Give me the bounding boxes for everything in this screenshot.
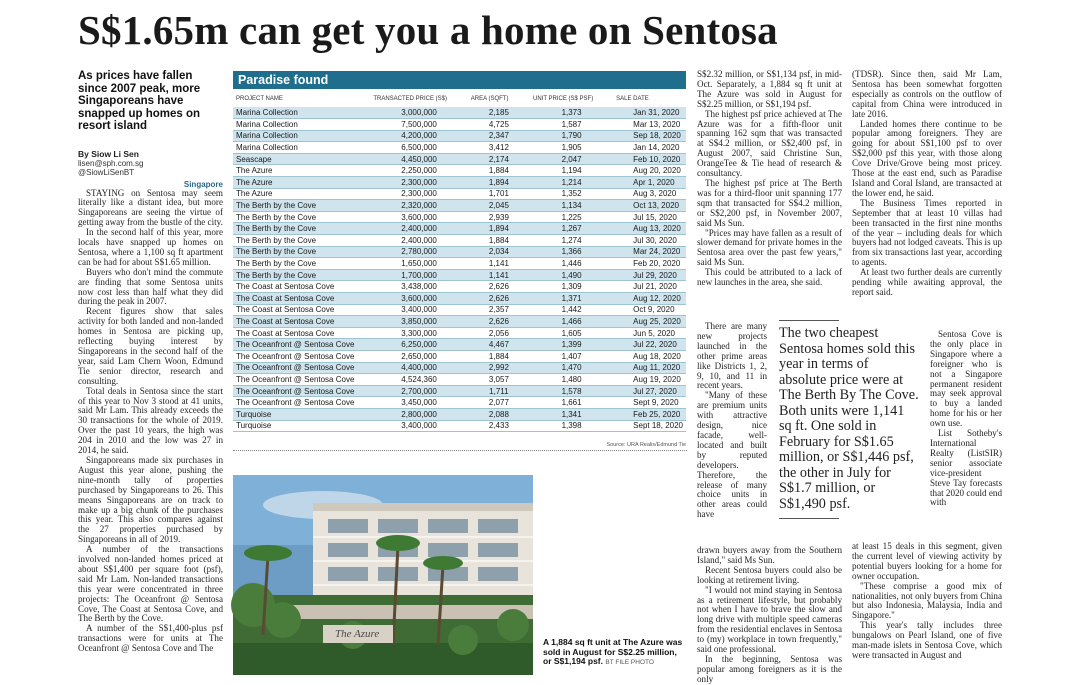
table-cell: 1,587 — [530, 119, 613, 131]
table-cell: 3,850,000 — [370, 316, 467, 328]
table-cell: 1,194 — [530, 165, 613, 177]
transactions-table — [233, 89, 686, 432]
table-cell: The Oceanfront @ Sentosa Cove — [233, 339, 370, 351]
table-row — [233, 107, 686, 119]
building-sign: The Azure — [335, 628, 380, 640]
table-row — [233, 293, 686, 305]
table-cell: 3,057 — [468, 374, 530, 386]
table-cell: 2,174 — [468, 153, 530, 165]
table-cell: Sept 18, 2020 — [613, 420, 686, 432]
table-cell: 1,605 — [530, 327, 613, 339]
table-cell: The Berth by the Cove — [233, 211, 370, 223]
table-cell: 3,450,000 — [370, 397, 467, 409]
table-cell: Feb 10, 2020 — [613, 153, 686, 165]
article-paragraph: The Business Times reported in September that at least 10 villas had been transacted in the first nine months of the year – including deals for which buyers had not lodged caveats. This is up from six transactions last year, according to agents. — [852, 197, 1002, 268]
table-cell: 4,524,360 — [370, 374, 467, 386]
table-cell: 1,141 — [468, 269, 530, 281]
table-cell: Jul 30, 2020 — [613, 235, 686, 247]
table-row — [233, 339, 686, 351]
article-paragraph: In the beginning, Sentosa was popular among foreigners as it is the only — [697, 653, 842, 684]
table-cell: 4,450,000 — [370, 153, 467, 165]
table-cell: 4,400,000 — [370, 362, 467, 374]
table-cell: The Coast at Sentosa Cove — [233, 281, 370, 293]
table-cell: 1,371 — [530, 293, 613, 305]
table-cell: The Oceanfront @ Sentosa Cove — [233, 397, 370, 409]
table-cell: Jul 21, 2020 — [613, 281, 686, 293]
table-cell: 2,939 — [468, 211, 530, 223]
table-cell: 1,141 — [468, 258, 530, 270]
header-area: AREA (SQFT) — [470, 96, 509, 102]
table-cell: The Berth by the Cove — [233, 235, 370, 247]
article-paragraph: The highest psf price achieved at The Azure was for a fifth-floor unit spanning 162 sqm that was transacted at S$4.2 million, or S$2,400 psf, in August 2007, said Christine Sun, OrangeTee & Tie head of research & consultancy. — [697, 108, 842, 179]
transactions-table-panel — [233, 71, 686, 461]
table-cell: 1,225 — [530, 211, 613, 223]
table-cell: The Coast at Sentosa Cove — [233, 304, 370, 316]
table-cell: Jul 22, 2020 — [613, 339, 686, 351]
table-cell: The Oceanfront @ Sentosa Cove — [233, 385, 370, 397]
table-row — [233, 119, 686, 131]
table-cell: 2,300,000 — [370, 188, 467, 200]
table-cell: 4,467 — [468, 339, 530, 351]
pullquote-rule-bottom — [779, 518, 839, 519]
table-cell: 3,400,000 — [370, 304, 467, 316]
table-cell: 3,600,000 — [370, 293, 467, 305]
table-cell: Sep 18, 2020 — [613, 130, 686, 142]
table-cell: Aug 18, 2020 — [613, 350, 686, 362]
table-cell: 1,398 — [530, 420, 613, 432]
article-paragraph: List Sotheby's International Realty (ListSIR) senior associate vice-president Steve Tay forecasts that 2020 could end with — [930, 428, 1002, 508]
article-paragraph: Sentosa Cove is the only place in Singapore where a foreigner who is not a Singapore permanent resident may seek approval to buy a landed home for his or her own use. — [930, 329, 1002, 429]
article-paragraph: A number of the transactions involved non-landed homes priced at about S$1,400 per square foot (psf), said Mr Lam. Non-landed transactions this year were concentrated in three projects: The Oceanfront @ Sentosa Cove, The Coast at Sentosa Cove, and The Berth by the Cove. — [78, 544, 223, 624]
table-cell: 3,412 — [468, 142, 530, 154]
column-four-bottom — [852, 542, 1002, 661]
table-cell: 1,267 — [530, 223, 613, 235]
table-cell: Jan 31, 2020 — [613, 107, 686, 119]
photo-caption — [543, 638, 687, 668]
article-paragraph: (TDSR). Since then, said Mr Lam, Sentosa has been somewhat forgotten especially as controls on the outflow of capital from China were introduced in late 2016. — [852, 69, 1002, 119]
table-cell: Aug 3, 2020 — [613, 188, 686, 200]
building-illustration — [233, 475, 533, 675]
table-row — [233, 258, 686, 270]
article-paragraph: STAYING on Sentosa may seem literally like a distant idea, but more Singaporeans are seeing the virtue of getting away from the bustle of the city. — [78, 187, 223, 228]
table-cell: Jan 14, 2020 — [613, 142, 686, 154]
article-paragraph: "Prices may have fallen as a result of slower demand for private homes in the Sentosa area over the past few years," said Ms Sun. — [697, 227, 842, 268]
table-cell: 1,711 — [468, 385, 530, 397]
table-cell: 2,077 — [468, 397, 530, 409]
table-cell: 1,134 — [530, 200, 613, 212]
table-row — [233, 223, 686, 235]
article-paragraph: The highest psf price at The Berth was for a third-floor unit spanning 177 sqm that transacted for S$4.2 million, or S$2,200 psf, in November 2007, said Ms Sun. — [697, 177, 842, 228]
article-paragraph: Recent Sentosa buyers could also be looking at retirement living. — [697, 564, 842, 585]
author-email: lisen@sph.com.sg — [78, 158, 144, 168]
header-price: TRANSACTED PRICE (S$) — [373, 96, 448, 102]
section-divider — [233, 450, 687, 451]
table-cell: 1,884 — [468, 350, 530, 362]
table-row — [233, 235, 686, 247]
table-cell: 2,056 — [468, 327, 530, 339]
table-header-row — [233, 89, 686, 107]
table-cell: Oct 9, 2020 — [613, 304, 686, 316]
table-cell: 1,884 — [468, 165, 530, 177]
table-cell: 2,347 — [468, 130, 530, 142]
table-row — [233, 385, 686, 397]
table-cell: 1,894 — [468, 177, 530, 189]
table-cell: 2,650,000 — [370, 350, 467, 362]
article-paragraph: Total deals in Sentosa since the start of this year to Nov 3 stood at 41 units, said Mr Lam. This already exceeds the 30 transactions for the whole of 2019. Over the past 10 years, the high was 204 in 2010 and the low was 27 in 2014, he said. — [78, 385, 223, 456]
table-cell: 3,300,000 — [370, 327, 467, 339]
table-cell: 2,800,000 — [370, 408, 467, 420]
table-cell: 1,700,000 — [370, 269, 467, 281]
table-cell: Marina Collection — [233, 130, 370, 142]
table-row — [233, 316, 686, 328]
table-cell: Seascape — [233, 153, 370, 165]
table-row — [233, 420, 686, 432]
table-cell: The Coast at Sentosa Cove — [233, 293, 370, 305]
table-cell: 2,357 — [468, 304, 530, 316]
table-cell: The Oceanfront @ Sentosa Cove — [233, 350, 370, 362]
table-cell: 1,352 — [530, 188, 613, 200]
table-cell: 3,400,000 — [370, 420, 467, 432]
table-row — [233, 211, 686, 223]
header-project: PROJECT NAME — [236, 96, 283, 102]
table-cell: 6,250,000 — [370, 339, 467, 351]
table-cell: Mar 24, 2020 — [613, 246, 686, 258]
table-source: Source: URA Realis/Edmund Tie — [606, 442, 686, 449]
column-three-bottom — [697, 546, 842, 685]
article-paragraph: "Many of these are premium units with attractive design, nice facade, well-located and built by reputed developers. Therefore, the release of many choice units in other areas could have — [697, 390, 767, 520]
table-cell: Marina Collection — [233, 119, 370, 131]
table-cell: Jul 15, 2020 — [613, 211, 686, 223]
article-paragraph: There are many new projects launched in the other prime areas like Districts 1, 2, 9, 10, and 11 in recent years. — [697, 321, 767, 391]
table-cell: 1,661 — [530, 397, 613, 409]
table-row — [233, 374, 686, 386]
table-cell: 3,600,000 — [370, 211, 467, 223]
table-cell: The Azure — [233, 165, 370, 177]
table-cell: The Berth by the Cove — [233, 223, 370, 235]
table-cell: 2,626 — [468, 281, 530, 293]
table-cell: 7,500,000 — [370, 119, 467, 131]
table-cell: 2,626 — [468, 293, 530, 305]
column-four-narrow — [930, 330, 1002, 508]
table-cell: The Coast at Sentosa Cove — [233, 327, 370, 339]
table-cell: 1,446 — [530, 258, 613, 270]
table-cell: 1,490 — [530, 269, 613, 281]
table-cell: 2,250,000 — [370, 165, 467, 177]
table-cell: Sept 9, 2020 — [613, 397, 686, 409]
table-cell: 1,399 — [530, 339, 613, 351]
table-row — [233, 269, 686, 281]
header-psf: UNIT PRICE (S$ PSF) — [532, 96, 594, 102]
table-row — [233, 177, 686, 189]
pullquote: The two cheapest Sentosa homes sold this year in terms of absolute price were at The Berth By The Cove. Both units were 1,141 sq ft. One sold in February for S$1.65 million, or S$1,446 psf, the other in July for S$1.7 million, or S$1,490 psf. — [779, 325, 919, 512]
caption-text: A 1,884 sq ft unit at The Azure was sold in August for S$2.25 million, or S$1,194 psf. — [543, 637, 683, 666]
article-paragraph: "I would not mind staying in Sentosa as a retirement lifestyle, but probably not when I have to brave the slow and long drive with multiple speed cameras from the residential enclaves in Sentosa to (my) workplace in town frequently," said one professional. — [697, 584, 842, 655]
table-cell: 2,700,000 — [370, 385, 467, 397]
article-paragraph: at least 15 deals in this segment, given the current level of viewing activity by potential buyers looking for a home for owner occupation. — [852, 541, 1002, 581]
article-paragraph: "These comprise a good mix of nationalities, not only buyers from China but also Indonesia, Malaysia, India and Singapore." — [852, 580, 1002, 621]
table-cell: Aug 25, 2020 — [613, 316, 686, 328]
table-cell: Aug 11, 2020 — [613, 362, 686, 374]
table-row — [233, 408, 686, 420]
table-row — [233, 397, 686, 409]
table-cell: 2,045 — [468, 200, 530, 212]
table-cell: 4,200,000 — [370, 130, 467, 142]
article-paragraph: drawn buyers away from the Southern Island," said Ms Sun. — [697, 545, 842, 565]
dateline: Singapore — [183, 179, 223, 189]
table-cell: 1,790 — [530, 130, 613, 142]
table-cell: 3,438,000 — [370, 281, 467, 293]
article-deck: As prices have fallen since 2007 peak, more Singaporeans have snapped up homes on resort island — [78, 70, 201, 132]
table-cell: The Berth by the Cove — [233, 246, 370, 258]
article-paragraph: In the second half of this year, more locals have snapped up homes on Sentosa, where a 1,100 sq ft apartment can be had for about S$1.65 million. — [78, 227, 223, 267]
column-three-narrow — [697, 322, 767, 520]
table-cell: 2,047 — [530, 153, 613, 165]
table-cell: The Oceanfront @ Sentosa Cove — [233, 374, 370, 386]
table-cell: The Coast at Sentosa Cove — [233, 316, 370, 328]
article-paragraph: A number of the S$1,400-plus psf transactions were for units at The Oceanfront @ Sentosa Cove and The — [78, 623, 223, 654]
table-cell: 1,407 — [530, 350, 613, 362]
table-cell: Marina Collection — [233, 107, 370, 119]
table-cell: 1,480 — [530, 374, 613, 386]
table-row — [233, 304, 686, 316]
table-cell: 2,400,000 — [370, 223, 467, 235]
table-cell: The Azure — [233, 177, 370, 189]
table-cell: Apr 1, 2020 — [613, 177, 686, 189]
table-row — [233, 188, 686, 200]
table-cell: 2,400,000 — [370, 235, 467, 247]
table-cell: 1,578 — [530, 385, 613, 397]
table-row — [233, 130, 686, 142]
table-cell: 1,274 — [530, 235, 613, 247]
table-cell: 1,470 — [530, 362, 613, 374]
the-azure-photo — [233, 475, 533, 675]
table-cell: The Berth by the Cove — [233, 269, 370, 281]
article-paragraph: This year's tally includes three bungalows on Pearl Island, one of five man-made islets in Sentosa Cove, which were transacted in August and — [852, 620, 1002, 660]
table-cell: 1,650,000 — [370, 258, 467, 270]
table-cell: 1,309 — [530, 281, 613, 293]
column-one — [78, 70, 223, 654]
table-cell: 1,466 — [530, 316, 613, 328]
column-one-body — [78, 189, 223, 655]
author-twitter: @SiowLiSenBT — [78, 168, 135, 177]
table-row — [233, 153, 686, 165]
table-cell: 2,088 — [468, 408, 530, 420]
table-cell: 1,701 — [468, 188, 530, 200]
table-row — [233, 246, 686, 258]
table-cell: 2,320,000 — [370, 200, 467, 212]
table-cell: 1,884 — [468, 235, 530, 247]
table-row — [233, 165, 686, 177]
table-row — [233, 327, 686, 339]
byline: By Siow Li Sen — [78, 148, 139, 159]
table-cell: Aug 12, 2020 — [613, 293, 686, 305]
table-cell: Marina Collection — [233, 142, 370, 154]
article-paragraph: S$2.32 million, or S$1,134 psf, in mid-Oct. Separately, a 1,884 sq ft unit at The Azure was sold in August for S$2.25 million, or S$1,194 psf. — [697, 69, 842, 109]
article-paragraph: At least two further deals are currently pending while awaiting approval, the report said. — [852, 267, 1002, 297]
table-cell: Turquoise — [233, 420, 370, 432]
article-paragraph: This could be attributed to a lack of new launches in the area, she said. — [697, 267, 842, 288]
table-cell: Aug 20, 2020 — [613, 165, 686, 177]
table-cell: 1,373 — [530, 107, 613, 119]
table-cell: 2,992 — [468, 362, 530, 374]
table-cell: 1,214 — [530, 177, 613, 189]
table-cell: The Oceanfront @ Sentosa Cove — [233, 362, 370, 374]
table-row — [233, 281, 686, 293]
table-cell: 2,034 — [468, 246, 530, 258]
table-cell: 2,433 — [468, 420, 530, 432]
table-cell: Mar 13, 2020 — [613, 119, 686, 131]
table-cell: Jul 27, 2020 — [613, 385, 686, 397]
article-headline: S$1.65m can get you a home on Sentosa — [78, 7, 778, 53]
table-cell: 2,300,000 — [370, 177, 467, 189]
header-date: SALE DATE — [616, 96, 649, 102]
table-cell: 2,626 — [468, 316, 530, 328]
article-paragraph: Landed homes there continue to be popular among foreigners. They are going for about S$1,100 psf to over S$2,000 psf this year, with those along Cove Drive/Grove being most pricey. Those at the east end, such as Paradise Island and Coral Island, are transacted at the lower end, he said. — [852, 118, 1002, 198]
table-title: Paradise found — [233, 71, 686, 89]
column-three-top — [697, 70, 842, 288]
table-cell: The Azure — [233, 188, 370, 200]
table-cell: 1,442 — [530, 304, 613, 316]
pullquote-rule-top — [779, 320, 839, 321]
table-cell: The Berth by the Cove — [233, 200, 370, 212]
table-row — [233, 142, 686, 154]
table-cell: Jul 29, 2020 — [613, 269, 686, 281]
table-cell: 1,894 — [468, 223, 530, 235]
table-cell: 2,780,000 — [370, 246, 467, 258]
table-row — [233, 362, 686, 374]
table-cell: The Berth by the Cove — [233, 258, 370, 270]
table-cell: Jun 5, 2020 — [613, 327, 686, 339]
table-body — [233, 107, 686, 432]
table-row — [233, 350, 686, 362]
table-cell: Oct 13, 2020 — [613, 200, 686, 212]
column-four-top — [852, 70, 1002, 298]
table-cell: Aug 19, 2020 — [613, 374, 686, 386]
table-cell: 1,341 — [530, 408, 613, 420]
table-cell: 4,725 — [468, 119, 530, 131]
caption-credit: BT FILE PHOTO — [605, 659, 654, 666]
table-cell: Turquoise — [233, 408, 370, 420]
article-paragraph: Recent figures show that sales activity for both landed and non-landed homes in Sentosa are picking up, reflecting buying interest by Singaporeans in the second half of the year, said Lam Chern Woon, Edmund Tie senior director, research and consulting. — [78, 306, 223, 386]
table-cell: Feb 20, 2020 — [613, 258, 686, 270]
article-paragraph: Buyers who don't mind the commute are finding that some Sentosa units now cost less than half what they did during the peak in 2007. — [78, 266, 223, 307]
table-cell: 1,905 — [530, 142, 613, 154]
table-cell: 1,366 — [530, 246, 613, 258]
article-paragraph: Singaporeans made six purchases in August this year alone, pushing the nine-month tally of properties purchased by Singaporeans to 26. This means Singaporeans are on track to make up a big chunk of the purchases this year. This also compares against the 27 properties purchased by Singaporeans in all of 2019. — [78, 454, 223, 545]
table-cell: 6,500,000 — [370, 142, 467, 154]
table-cell: 2,185 — [468, 107, 530, 119]
table-cell: Feb 25, 2020 — [613, 408, 686, 420]
table-row — [233, 200, 686, 212]
table-cell: 3,000,000 — [370, 107, 467, 119]
table-cell: Aug 13, 2020 — [613, 223, 686, 235]
